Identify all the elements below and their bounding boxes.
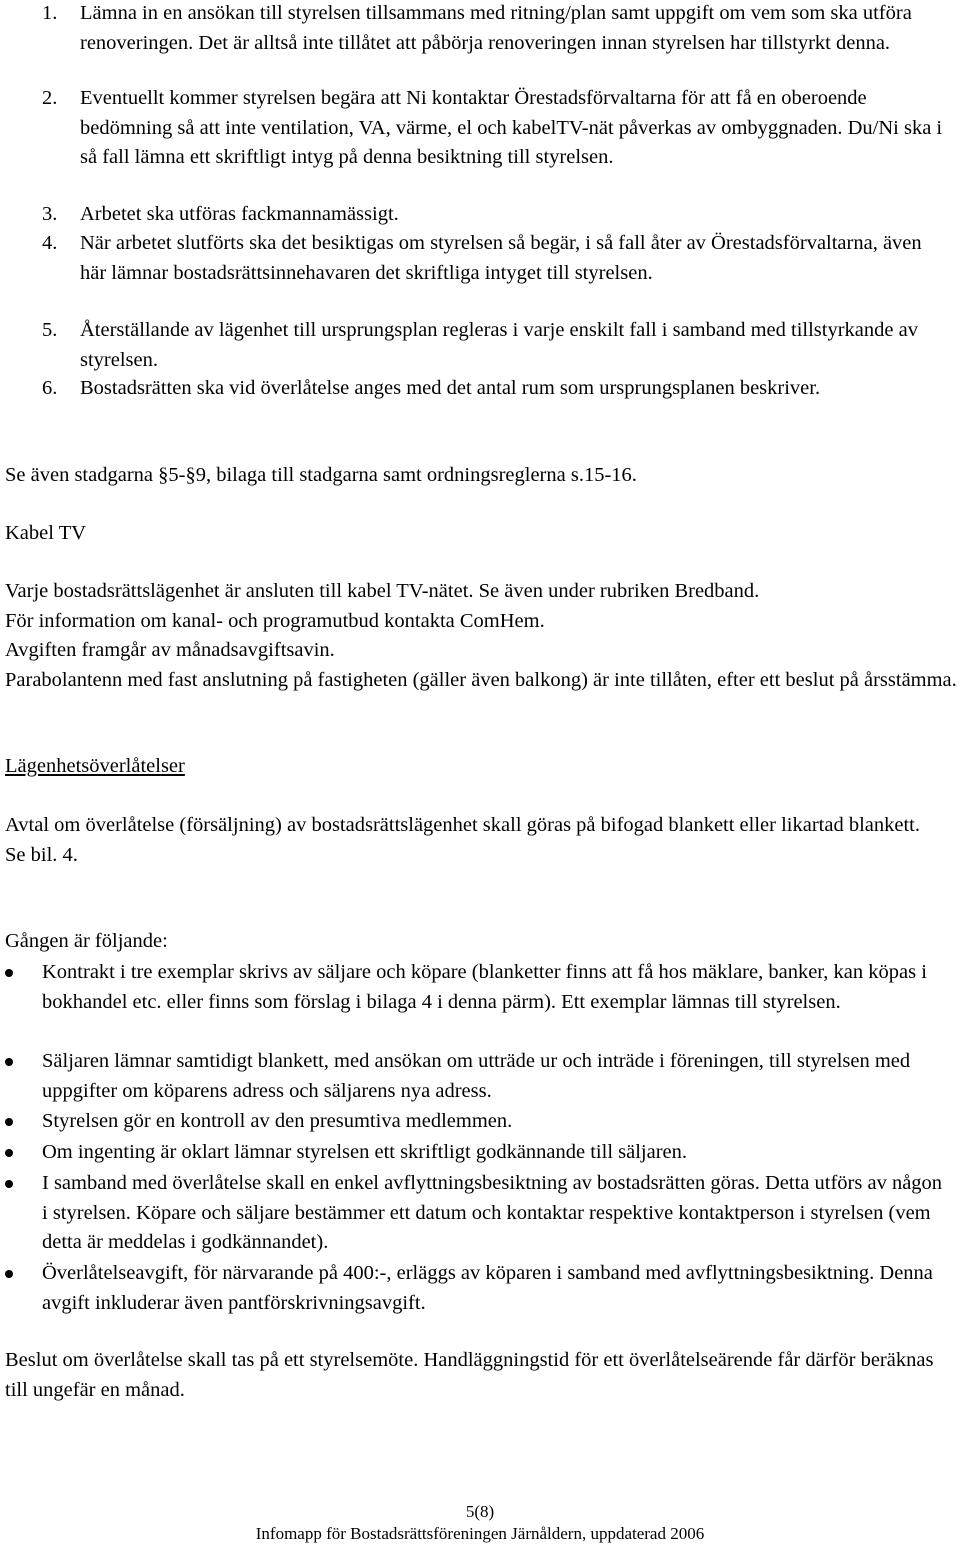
kabel-tv-line: Parabolantenn med fast anslutning på fastigheten (gäller även balkong) är inte tillåten, efter ett beslut på årsstämma. [5, 668, 957, 691]
kabel-tv-section [5, 577, 957, 695]
kabel-tv-line: För information om kanal- och programutbud kontakta ComHem. [5, 609, 545, 632]
kabel-tv-line: Avgiften framgår av månadsavgiftsavin. [5, 639, 335, 661]
list-item [0, 200, 960, 230]
list-item-text: När arbetet slutförts ska det besiktigas om styrelsen så begär, i så fall åter av Örestadsförvaltarna, även här lämnar bostadsrättsinnehavaren det skriftliga intyget till styrelsen. [80, 232, 922, 284]
bullet-item [0, 1138, 960, 1168]
see-also-paragraph: Se även stadgarna §5-§9, bilaga till stadgarna samt ordningsreglerna s.15-16. [5, 464, 637, 486]
list-item-text: Bostadsrätten ska vid överlåtelse anges med det antal rum som ursprungsplanen beskriver. [80, 377, 821, 399]
bullet-icon [5, 1058, 13, 1066]
list-number: 2. [42, 87, 58, 109]
overlatelser-intro: Avtal om överlåtelse (försäljning) av bostadsrättslägenhet skall göras på bifogad blankett eller likartad blankett. [5, 814, 920, 836]
list-item [0, 374, 960, 404]
bullet-icon [5, 1149, 13, 1157]
list-item [0, 0, 960, 58]
bullet-text: Om ingenting är oklart lämnar styrelsen ett skriftligt godkännande till säljaren. [42, 1141, 688, 1163]
list-item-text: Arbetet ska utföras fackmannamässigt. [80, 203, 399, 225]
bullet-item [0, 958, 960, 1017]
bullet-item [0, 1169, 960, 1258]
see-bilaga: Se bil. 4. [5, 843, 78, 866]
bullet-item [0, 1047, 960, 1106]
list-item-text: Återställande av lägenhet till ursprungsplan regleras i varje enskilt fall i samband med tillstyrkande av styrelsen. [80, 319, 918, 371]
kabel-tv-line: Varje bostadsrättslägenhet är ansluten till kabel TV-nätet. Se även under rubriken Bredband. [5, 580, 760, 602]
overlatelser-intro-block [5, 811, 957, 870]
bullet-text: Överlåtelseavgift, för närvarande på 400:-, erläggs av köparen i samband med avflyttningsbesiktning. Denna avgift inkluderar även pantförskrivningsavgift. [42, 1262, 933, 1314]
bullet-text: I samband med överlåtelse skall en enkel avflyttningsbesiktning av bostadsrätten göras. Detta utförs av någon i styrelsen. Köpare och säljare bestämmer ett datum och kontaktar respektive kontaktperson i styrelsen (vem detta är meddelas i godkännandet). [42, 1172, 943, 1253]
bullet-icon [5, 969, 13, 977]
list-number: 3. [42, 203, 58, 225]
list-item [0, 316, 960, 375]
page-number: 5(8) [465, 1502, 495, 1521]
list-number: 1. [42, 2, 58, 24]
list-item [0, 229, 960, 288]
closing-paragraph: Beslut om överlåtelse skall tas på ett styrelsemöte. Handläggningstid för ett överlåtelseärende får därför beräknas till ungefär en månad. [5, 1349, 934, 1401]
footer-text: Infomapp för Bostadsrättsföreningen Järnåldern, uppdaterad 2006 [255, 1524, 705, 1543]
list-item-text: Eventuellt kommer styrelsen begära att Ni kontaktar Örestadsförvaltarna för att få en oberoende bedömning så att inte ventilation, VA, värme, el och kabelTV-nät påverkas av ombyggnaden. Du/Ni ska i så fall lämna ett skriftligt intyg på denna besiktning till styrelsen. [80, 87, 943, 168]
kabel-tv-heading: Kabel TV [5, 522, 87, 544]
bullet-icon [5, 1118, 13, 1126]
list-item [0, 84, 960, 173]
list-item-text: Lämna in en ansökan till styrelsen tillsammans med ritning/plan samt uppgift om vem som ska utföra renoveringen. Det är alltså inte tillåtet att påbörja renoveringen innan styrelsen har tillstyrkt denna. [80, 2, 912, 54]
list-number: 5. [42, 319, 58, 341]
bullet-text: Kontrakt i tre exemplar skrivs av säljare och köpare (blanketter finns att få hos mäklare, banker, kan köpas i bokhandel etc. eller finns som förslag i bilaga 4 i denna pärm). Ett exemplar lämnas till styrelsen. [42, 961, 927, 1013]
bullet-text: Styrelsen gör en kontroll av den presumtiva medlemmen. [42, 1110, 513, 1132]
bullet-icon [5, 1270, 13, 1278]
overlatelser-heading: Lägenhetsöverlåtelser [5, 755, 185, 777]
list-number: 6. [42, 377, 58, 399]
bullet-item [0, 1259, 960, 1318]
gangen-label: Gången är följande: [5, 930, 168, 952]
list-number: 4. [42, 232, 58, 254]
bullet-icon [5, 1180, 13, 1188]
bullet-text: Säljaren lämnar samtidigt blankett, med ansökan om utträde ur och inträde i föreningen, till styrelsen med uppgifter om köparens adress och säljarens nya adress. [42, 1050, 911, 1102]
bullet-item [0, 1107, 960, 1137]
